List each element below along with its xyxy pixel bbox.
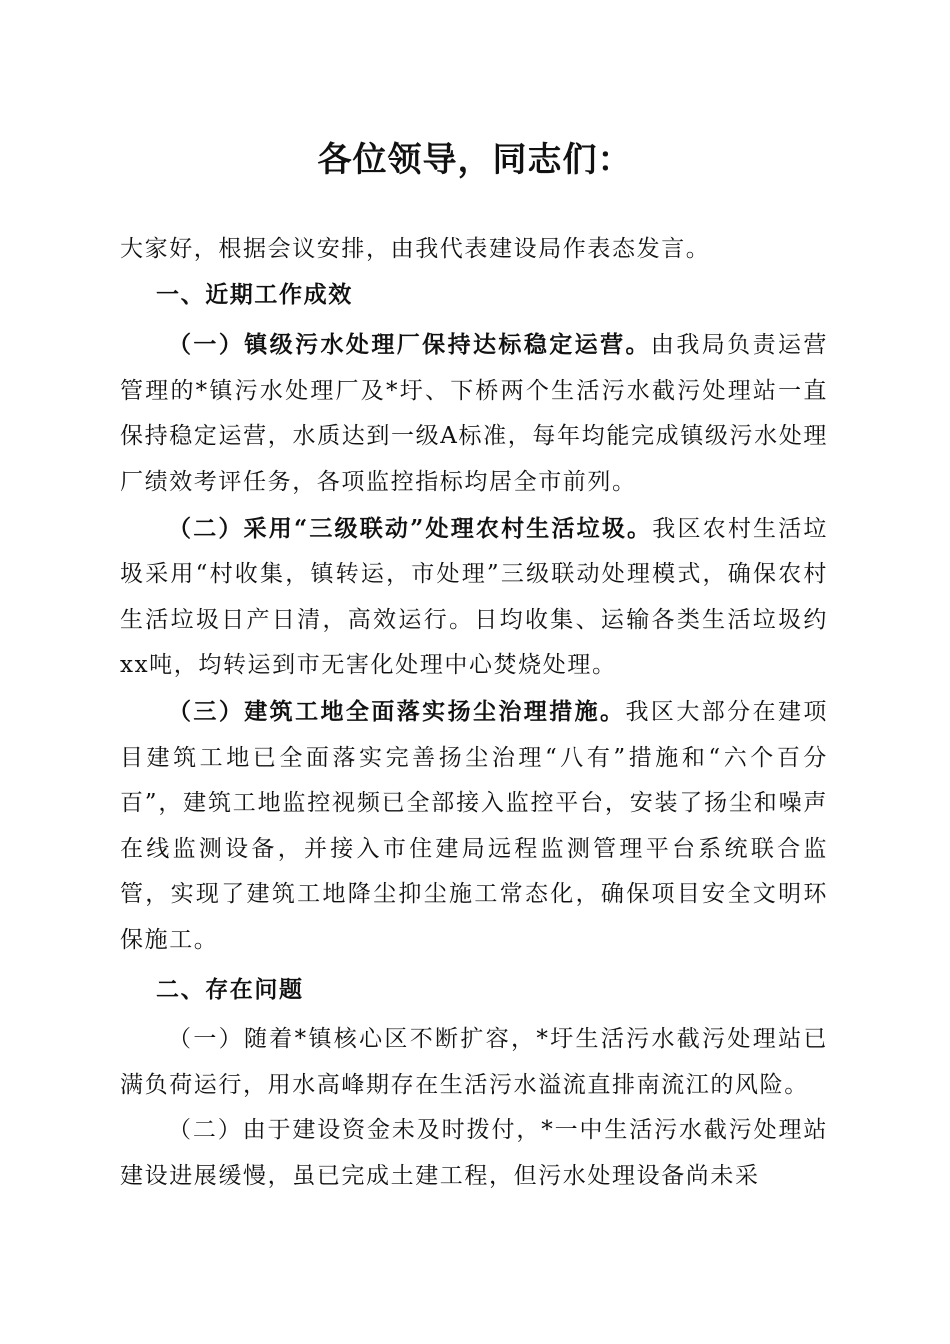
paragraph-text: 我区大部分在建项目建筑工地已全面落实完善扬尘治理“八有”措施和“六个百分百”，建筑工地监控视频已全部接入监控平台，安装了扬尘和噪声在线监测设备，并接入市住建局远程监测管理平台系统联合监管，实现了建筑工地降尘抑尘施工常态化，确保项目安全文明环保施工。	[120, 698, 828, 953]
paragraph-problem-1: （一）随着*镇核心区不断扩容，*圩生活污水截污处理站已满负荷运行，用水高峰期存在生活污水溢流直排南流江的风险。	[120, 1026, 828, 1098]
paragraph-lead: （三）建筑工地全面落实扬尘治理措施。	[168, 697, 626, 725]
section-heading-achievements: 一、近期工作成效	[156, 281, 353, 308]
document-body	[120, 227, 828, 1199]
paragraph-rural-garbage	[120, 506, 828, 689]
paragraph-text: 由我局负责运营管理的*镇污水处理厂及*圩、下桥两个生活污水截污处理站一直保持稳定运营，水质达到一级A标准，每年均能完成镇级污水处理厂绩效考评任务，各项监控指标均居全市前列。	[120, 332, 829, 495]
paragraph-dust-control	[120, 689, 828, 964]
paragraph-sewage-plant	[120, 322, 828, 505]
page-title: 各位领导，同志们：	[317, 140, 633, 180]
greeting-paragraph: 大家好，根据会议安排，由我代表建设局作表态发言。	[120, 236, 711, 262]
paragraph-lead: （二）采用“三级联动”处理农村生活垃圾。	[168, 514, 653, 542]
paragraph-lead: （一）镇级污水处理厂保持达标稳定运营。	[168, 331, 651, 359]
section-heading-problems: 二、存在问题	[156, 976, 304, 1003]
paragraph-problem-2: （二）由于建设资金未及时拨付，*一中生活污水截污处理站建设进展缓慢，虽已完成土建工程，但污水处理设备尚未采	[120, 1117, 828, 1189]
paragraph-text: 我区农村生活垃圾采用“村收集，镇转运，市处理”三级联动处理模式，确保农村生活垃圾日产日清，高效运行。日均收集、运输各类生活垃圾约xx吨，均转运到市无害化处理中心焚烧处理。	[120, 515, 828, 679]
